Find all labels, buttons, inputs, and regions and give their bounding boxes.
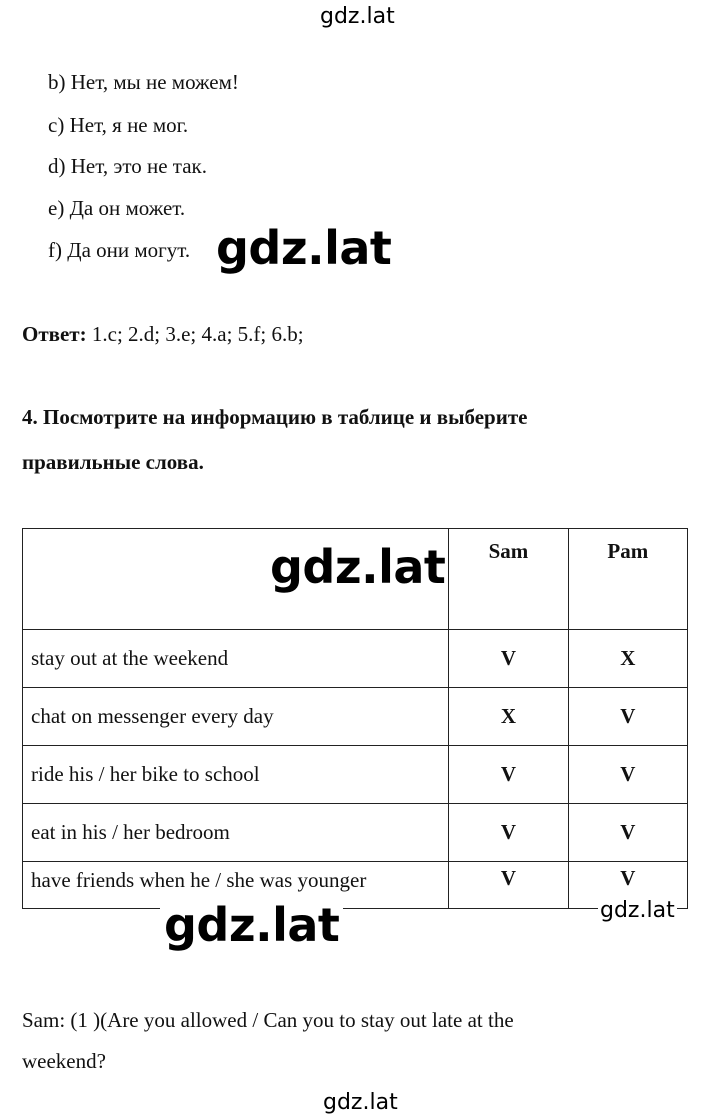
answer-line bbox=[22, 322, 304, 347]
option-letter: e) bbox=[48, 196, 65, 220]
dialog-line2: weekend? bbox=[22, 1049, 106, 1073]
table-cell-activity: stay out at the weekend bbox=[23, 630, 449, 688]
table-cell-pam: V bbox=[568, 862, 687, 909]
option-letter: c) bbox=[48, 113, 65, 137]
table-cell-activity: ride his / her bike to school bbox=[23, 746, 449, 804]
table-cell-pam: V bbox=[568, 804, 687, 862]
option-d bbox=[48, 154, 207, 179]
watermark-under-table-small: gdz.lat bbox=[600, 898, 675, 923]
table-header-pam: Pam bbox=[568, 529, 687, 630]
option-text: Нет, мы не можем! bbox=[70, 70, 239, 94]
table-cell-sam: V bbox=[449, 746, 568, 804]
option-text: Да он может. bbox=[69, 196, 186, 220]
watermark-top: gdz.lat bbox=[320, 4, 395, 29]
table-cell-sam: V bbox=[449, 862, 568, 909]
table-cell-sam: V bbox=[449, 630, 568, 688]
option-letter: f) bbox=[48, 238, 62, 262]
table-row bbox=[23, 630, 688, 688]
option-text: Нет, это не так. bbox=[70, 154, 208, 178]
option-text: Да они могут. bbox=[67, 238, 191, 262]
option-b bbox=[48, 70, 239, 95]
table-header-sam: Sam bbox=[449, 529, 568, 630]
table-cell-activity: chat on messenger every day bbox=[23, 688, 449, 746]
dialog-line1: Sam: (1 )(Are you allowed / Can you to stay out late at the bbox=[22, 1008, 514, 1032]
option-c bbox=[48, 113, 188, 138]
option-letter: d) bbox=[48, 154, 66, 178]
table-cell-activity: have friends when he / she was younger bbox=[23, 862, 449, 909]
option-letter: b) bbox=[48, 70, 66, 94]
watermark-inline: gdz.lat bbox=[216, 221, 392, 275]
table-cell-sam: X bbox=[449, 688, 568, 746]
watermark-table: gdz.lat bbox=[270, 540, 446, 594]
table-row bbox=[23, 862, 688, 909]
watermark-under-table-large: gdz.lat bbox=[160, 898, 343, 952]
table-cell-activity: eat in his / her bedroom bbox=[23, 804, 449, 862]
option-f bbox=[48, 238, 190, 263]
task-heading-line2: правильные слова. bbox=[22, 450, 204, 474]
table-row bbox=[23, 688, 688, 746]
option-e bbox=[48, 196, 185, 221]
table-cell-sam: V bbox=[449, 804, 568, 862]
table-row bbox=[23, 804, 688, 862]
table-row bbox=[23, 746, 688, 804]
answer-label: Ответ: bbox=[22, 322, 87, 346]
watermark-bottom: gdz.lat bbox=[323, 1090, 398, 1115]
answer-text: 1.c; 2.d; 3.e; 4.a; 5.f; 6.b; bbox=[86, 322, 304, 346]
table-cell-pam: V bbox=[568, 688, 687, 746]
table-cell-pam: V bbox=[568, 746, 687, 804]
table-cell-pam: X bbox=[568, 630, 687, 688]
option-text: Нет, я не мог. bbox=[69, 113, 189, 137]
task-heading-line1: 4. Посмотрите на информацию в таблице и выберите bbox=[22, 405, 528, 429]
